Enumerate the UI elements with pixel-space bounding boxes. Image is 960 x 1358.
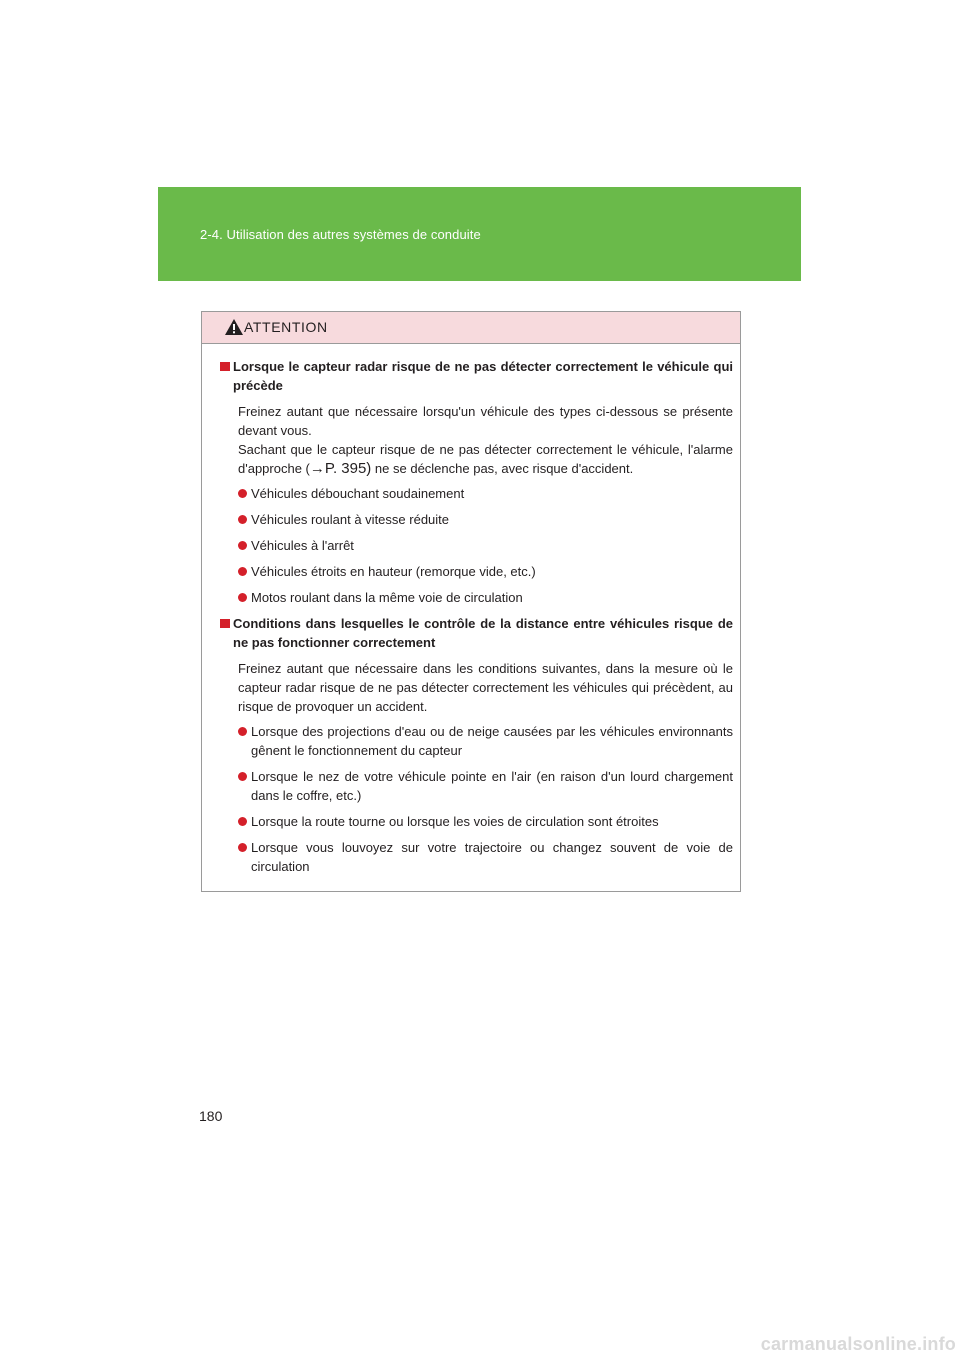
warning-section-radar: [220, 357, 733, 607]
list-item: [238, 562, 733, 581]
red-bullet-icon: [238, 727, 247, 736]
red-square-icon: [220, 619, 230, 628]
bullet-list: [220, 722, 733, 876]
warning-header: [202, 312, 740, 344]
list-item: [238, 484, 733, 503]
red-bullet-icon: [238, 593, 247, 602]
red-bullet-icon: [238, 567, 247, 576]
page-reference-link[interactable]: →P. 395): [309, 460, 372, 477]
list-item-text: Lorsque la route tourne ou lorsque les voies de circulation sont étroites: [251, 814, 659, 829]
list-item-text: Véhicules roulant à vitesse réduite: [251, 512, 450, 527]
list-item: [238, 588, 733, 607]
section-heading-text: Lorsque le capteur radar risque de ne pas détecter correctement le véhicule qui précède: [233, 359, 733, 393]
watermark: carmanualsonline.info: [760, 1334, 956, 1354]
red-bullet-icon: [238, 843, 247, 852]
section-heading: [220, 614, 733, 652]
warning-title: ATTENTION: [244, 319, 328, 335]
list-item-text: Lorsque vous louvoyez sur votre trajectoire ou changez souvent de voie de circulation: [251, 840, 733, 874]
warning-section-distance-control: [220, 614, 733, 876]
list-item: [238, 838, 733, 876]
list-item-text: Lorsque le nez de votre véhicule pointe en l'air (en raison d'un lourd chargement dans le coffre, etc.): [251, 769, 733, 803]
paragraph-text: ne se déclenche pas, avec risque d'accident.: [371, 461, 634, 476]
warning-triangle-icon: [224, 318, 244, 336]
list-item-text: Véhicules étroits en hauteur (remorque vide, etc.): [251, 564, 536, 579]
page-number: 180: [199, 1108, 223, 1124]
red-bullet-icon: [238, 489, 247, 498]
section-paragraph: Freinez autant que nécessaire dans les conditions suivantes, dans la mesure où le capteur radar risque de ne pas détecter correctement les véhicules qui précèdent, au risque de provoquer un accident.: [238, 661, 733, 714]
paragraph-text: Sachant que le capteur risque de ne pas détecter correctement le véhicule, l'alarme d'approche (: [238, 442, 733, 476]
section-paragraph: Freinez autant que nécessaire lorsqu'un véhicule des types ci-dessous se présente devant vous.: [238, 404, 733, 438]
section-heading-text: Conditions dans lesquelles le contrôle de la distance entre véhicules risque de ne pas fonctionner correctement: [233, 616, 733, 650]
list-item: [238, 767, 733, 805]
red-bullet-icon: [238, 772, 247, 781]
red-bullet-icon: [238, 515, 247, 524]
red-bullet-icon: [238, 541, 247, 550]
red-square-icon: [220, 362, 230, 371]
list-item: [238, 722, 733, 760]
warning-body: [202, 344, 740, 876]
list-item: [238, 812, 733, 831]
list-item: [238, 510, 733, 529]
list-item-text: Motos roulant dans la même voie de circulation: [251, 590, 523, 605]
section-heading: [220, 357, 733, 395]
list-item-text: Lorsque des projections d'eau ou de neige causées par les véhicules environnants gênent le fonctionnement du capteur: [251, 724, 733, 758]
list-item-text: Véhicules à l'arrêt: [251, 538, 354, 553]
chapter-section-title: 2-4. Utilisation des autres systèmes de conduite: [200, 227, 481, 242]
list-item-text: Véhicules débouchant soudainement: [251, 486, 465, 501]
warning-box: [201, 311, 741, 892]
bullet-list: [220, 484, 733, 607]
chapter-header-band: [158, 187, 801, 281]
red-bullet-icon: [238, 817, 247, 826]
section-paragraph-with-ref: [238, 440, 733, 478]
list-item: [238, 536, 733, 555]
